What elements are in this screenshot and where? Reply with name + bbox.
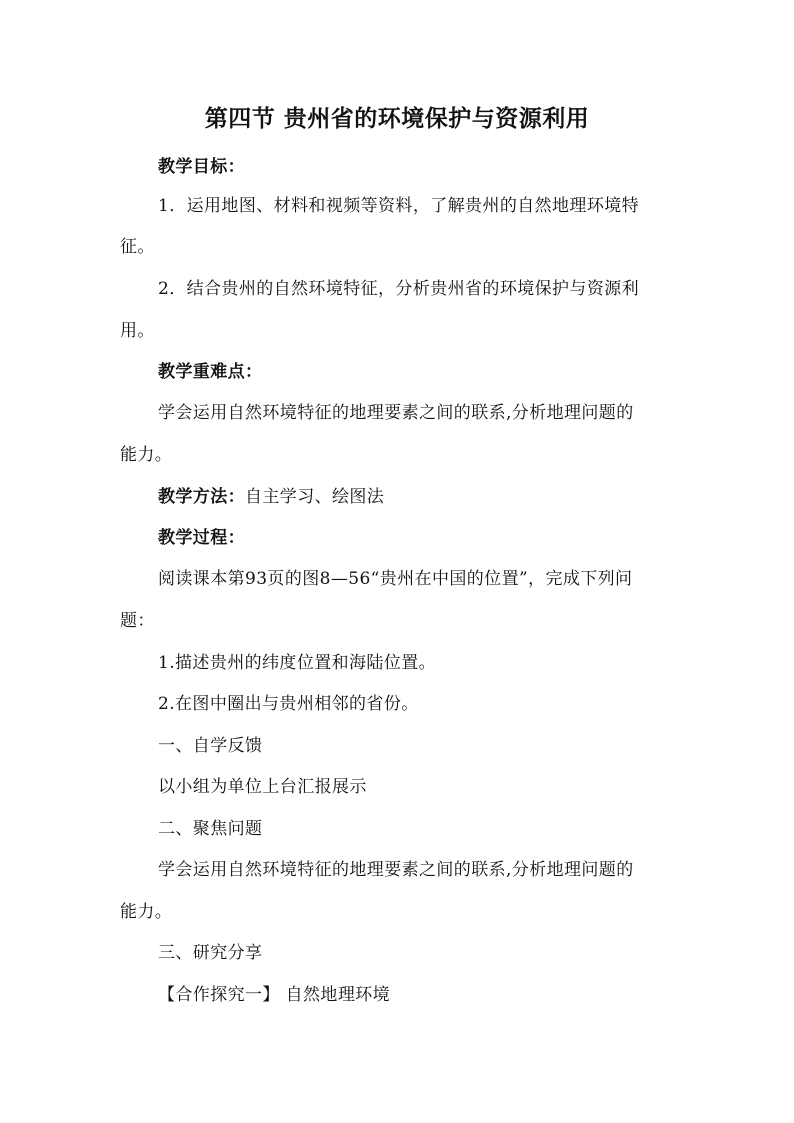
objective-2-line2: 用。 [120,321,155,341]
section-1-text: 以小组为单位上台汇报展示 [158,777,367,797]
methods-label: 教学方法： [158,487,245,507]
section-2-line1: 学会运用自然环境特征的地理要素之间的联系,分析地理问题的 [158,860,634,880]
question-1: 1.描述贵州的纬度位置和海陆位置。 [158,653,437,673]
page-title: 第四节 贵州省的环境保护与资源利用 [204,105,590,132]
inquiry-label: 【合作探究一】 [158,985,280,1005]
methods-line [158,482,384,507]
question-2: 2.在图中圈出与贵州相邻的省份。 [158,694,419,714]
section-2-line2: 能力。 [120,902,173,922]
reading-line2: 题： [120,611,155,631]
keypoints-line2: 能力。 [120,445,173,465]
section-2-heading: 二、聚焦问题 [158,819,263,839]
methods-value: 自主学习、绘图法 [245,487,385,507]
reading-line1: 阅读课本第93页的图8—56“贵州在中国的位置”，完成下列问 [158,569,633,589]
objective-1-line1: 1．运用地图、材料和视频等资料，了解贵州的自然地理环境特 [158,196,640,216]
objective-1-line2: 征。 [120,237,155,257]
section-3-heading: 三、研究分享 [158,943,263,963]
keypoints-heading: 教学重难点： [158,362,263,382]
process-heading: 教学过程： [158,528,245,548]
objectives-heading: 教学目标： [158,157,245,177]
section-1-heading: 一、自学反馈 [158,736,263,756]
keypoints-line1: 学会运用自然环境特征的地理要素之间的联系,分析地理问题的 [158,403,634,423]
objective-2-line1: 2．结合贵州的自然环境特征，分析贵州省的环境保护与资源利 [158,279,640,299]
inquiry-line [158,980,390,1005]
inquiry-value: 自然地理环境 [285,985,391,1005]
